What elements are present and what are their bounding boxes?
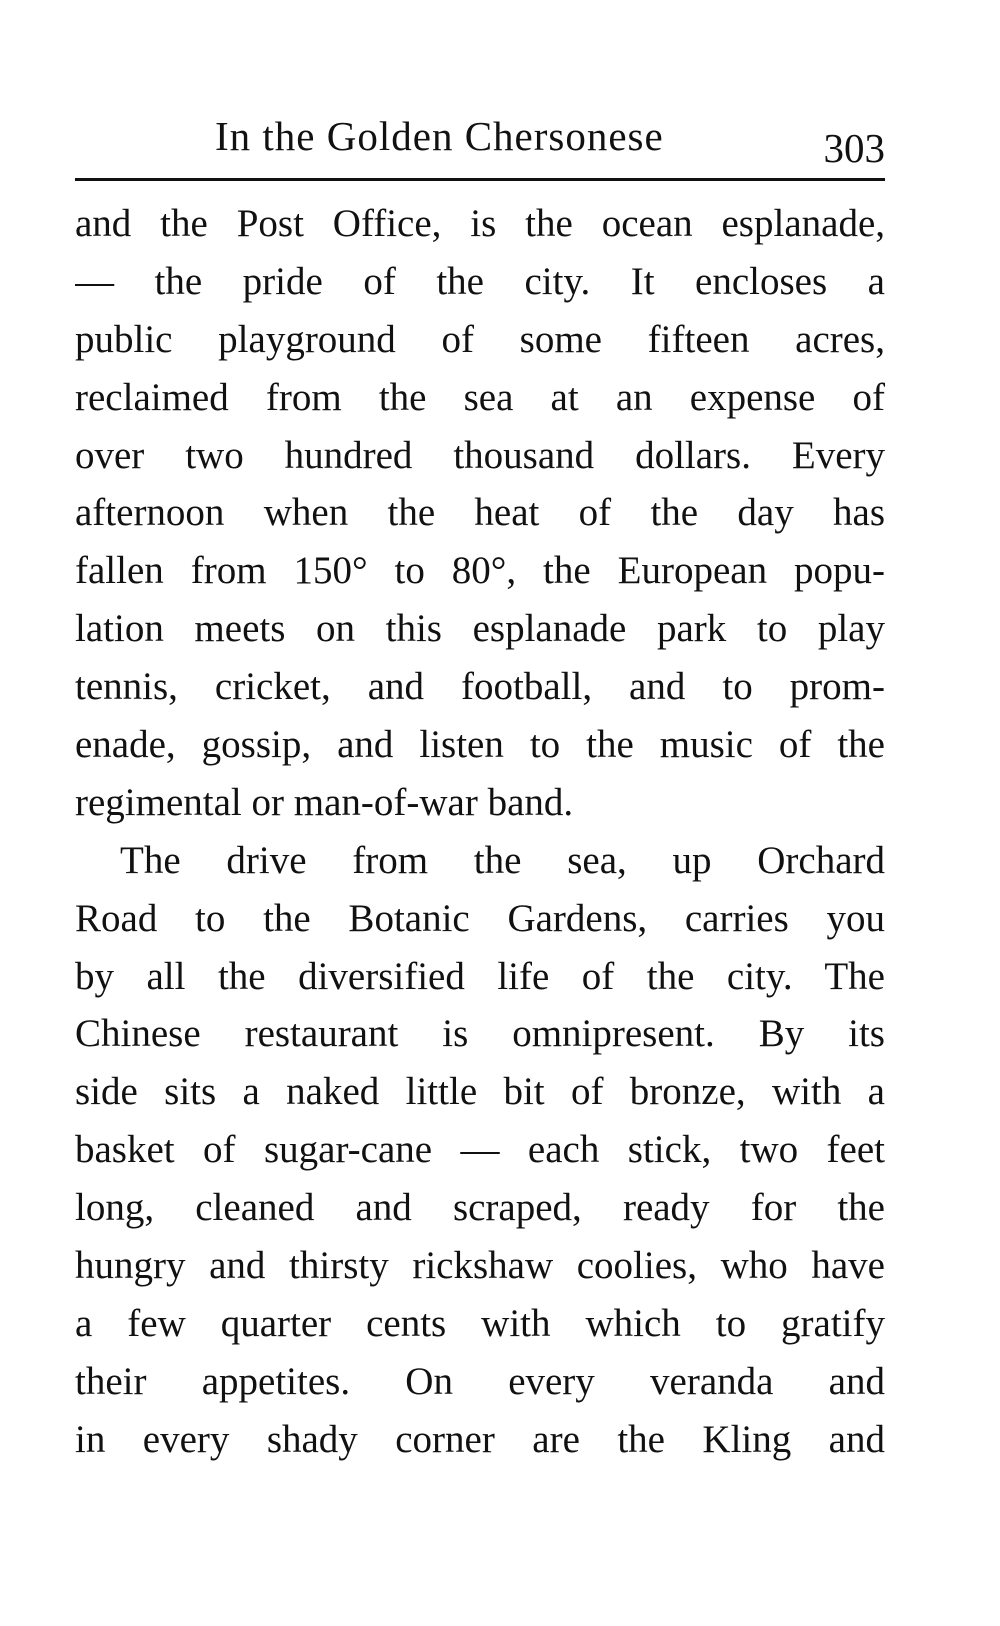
text-line: their appetites. On every veranda and [75, 1359, 885, 1403]
text-line: long, cleaned and scraped, ready for the [75, 1186, 885, 1230]
body-text [75, 195, 885, 1469]
text-line: enade, gossip, and listen to the music of the [75, 723, 885, 767]
text-line: Road to the Botanic Gardens, carries you [75, 896, 885, 940]
text-line: a few quarter cents with which to gratify [75, 1301, 885, 1345]
text-line: basket of sugar-cane — each stick, two feet [75, 1128, 885, 1172]
page-number: 303 [823, 125, 885, 171]
text-line: fallen from 150° to 80°, the European popu- [75, 549, 885, 593]
paragraph-end-line: regimental or man-of-war band. [75, 780, 574, 824]
running-head [75, 112, 885, 172]
text-line: side sits a naked little bit of bronze, with a [75, 1070, 885, 1114]
text-line: lation meets on this esplanade park to play [75, 607, 885, 651]
header-rule [75, 178, 885, 181]
paragraph-start-line: The drive from the sea, up Orchard [120, 838, 885, 882]
text-line: Chinese restaurant is omnipresent. By its [75, 1012, 885, 1056]
text-line: — the pride of the city. It encloses a [75, 259, 885, 303]
text-line: over two hundred thousand dollars. Every [75, 433, 885, 477]
text-line: tennis, cricket, and football, and to prom- [75, 665, 885, 709]
running-title: In the Golden Chersonese [215, 113, 664, 159]
text-line: by all the diversified life of the city. The [75, 954, 885, 998]
text-line: hungry and thirsty rickshaw coolies, who have [75, 1244, 885, 1288]
text-line: public playground of some fifteen acres, [75, 317, 885, 361]
text-line: reclaimed from the sea at an expense of [75, 375, 885, 419]
text-line: afternoon when the heat of the day has [75, 491, 885, 535]
text-line: and the Post Office, is the ocean esplanade, [75, 202, 885, 245]
text-line: in every shady corner are the Kling and [75, 1417, 885, 1461]
